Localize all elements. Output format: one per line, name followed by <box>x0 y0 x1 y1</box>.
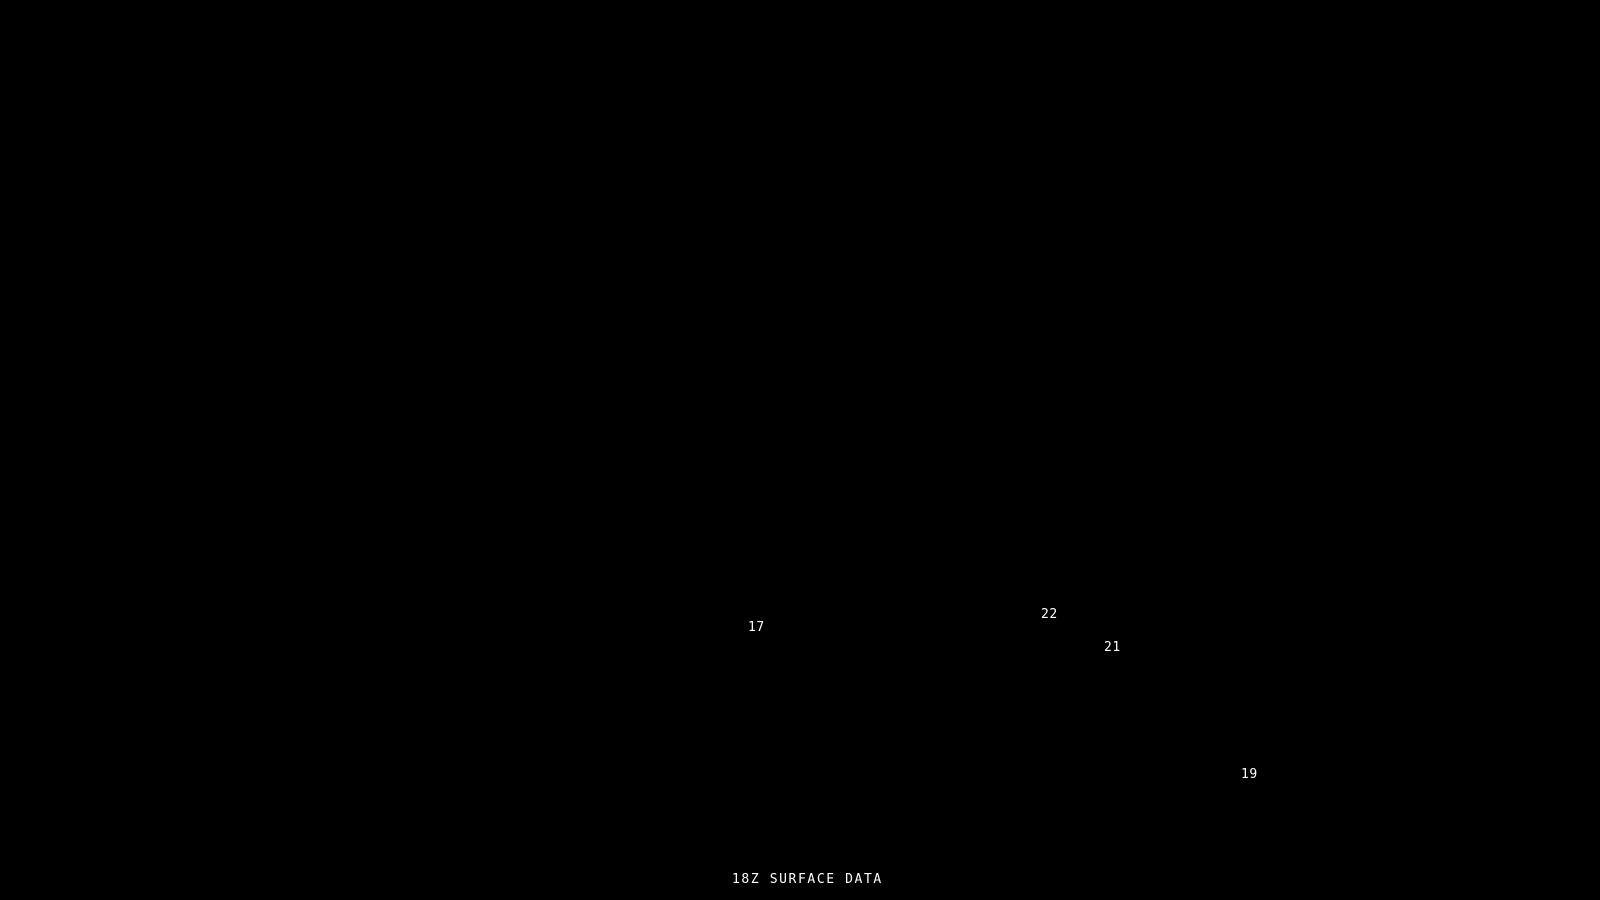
station-temp-21: 21 <box>1104 640 1121 655</box>
station-temp-17: 17 <box>748 620 765 635</box>
station-temp-19: 19 <box>1241 767 1258 782</box>
map-caption: 18Z SURFACE DATA <box>732 872 883 887</box>
station-temp-22: 22 <box>1041 607 1058 622</box>
